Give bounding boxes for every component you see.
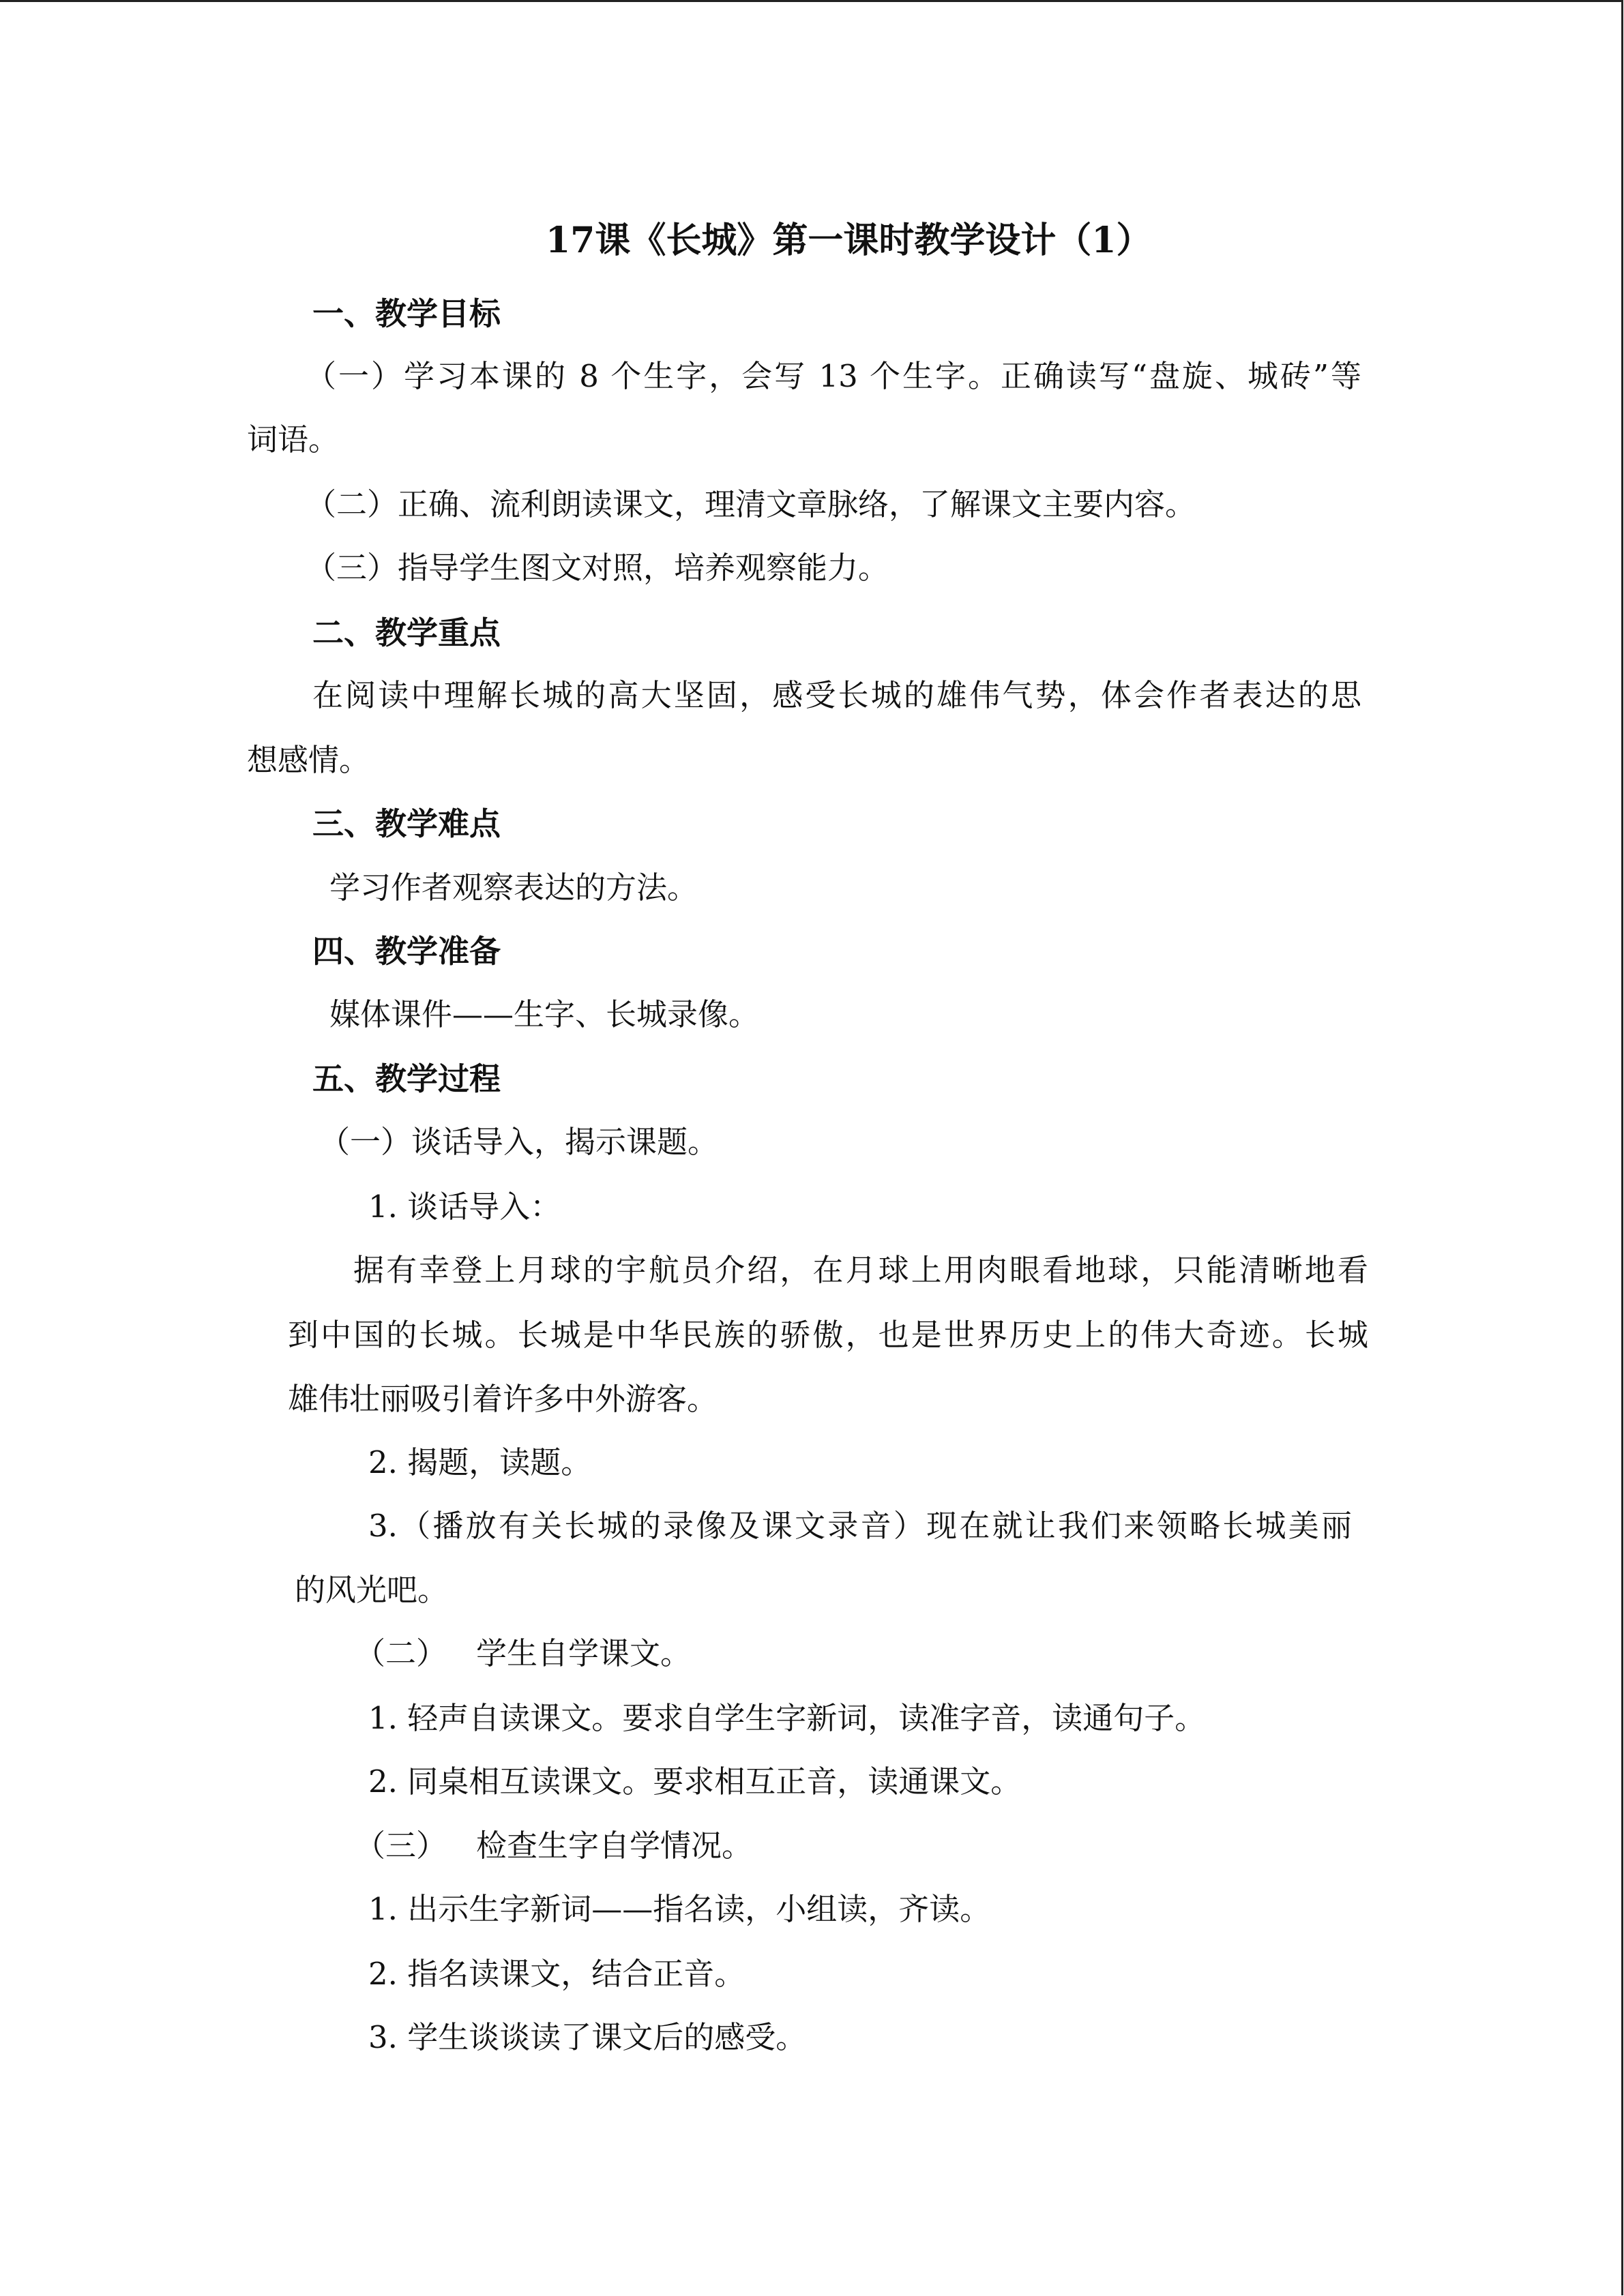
section-heading-objectives: 一、教学目标 — [312, 295, 501, 332]
section-heading-preparation: 四、教学准备 — [312, 933, 501, 970]
objective-1-line-1: （一）学习本课的 8 个生字，会写 13 个生字。正确读写“盘旋、城砖”等 — [306, 358, 1361, 394]
objective-3: （三）指导学生图文对照，培养观察能力。 — [306, 550, 889, 586]
process-part-3-title: 检查生字自学情况。 — [476, 1828, 753, 1864]
process-part-2-item-2: 2. 同桌相互读课文。要求相互正音，读通课文。 — [368, 1763, 1022, 1800]
intro-paragraph-line-1: 据有幸登上月球的宇航员介绍，在月球上用肉眼看地球，只能清晰地看 — [353, 1252, 1368, 1288]
intro-paragraph-line-3: 雄伟壮丽吸引着许多中外游客。 — [288, 1381, 718, 1417]
process-part-2-item-1: 1. 轻声自读课文。要求自学生字新词，读准字音，读通句子。 — [368, 1700, 1206, 1736]
process-part-3-item-2: 2. 指名读课文，结合正音。 — [368, 1956, 745, 1992]
objective-1-line-2: 词语。 — [247, 421, 340, 458]
preparation-text: 媒体课件——生字、长城录像。 — [329, 996, 760, 1032]
section-heading-process: 五、教学过程 — [312, 1060, 501, 1097]
key-points-line-2: 想感情。 — [247, 742, 370, 778]
process-part-1-title: （一）谈话导入，揭示课题。 — [319, 1124, 719, 1160]
section-heading-key-points: 二、教学重点 — [312, 614, 501, 651]
process-part-1-item-3-line-1: 3.（播放有关长城的录像及课文录音）现在就让我们来领略长城美丽 — [368, 1508, 1352, 1544]
process-part-1-item-3-line-2: 的风光吧。 — [295, 1572, 449, 1608]
intro-paragraph-line-2: 到中国的长城。长城是中华民族的骄傲，也是世界历史上的伟大奇迹。长城 — [288, 1317, 1368, 1353]
objective-2: （二）正确、流利朗读课文，理清文章脉络，了解课文主要内容。 — [306, 486, 1196, 522]
process-part-1-item-1: 1. 谈话导入： — [368, 1189, 561, 1225]
process-part-3-item-3: 3. 学生谈谈读了课文后的感受。 — [368, 2019, 807, 2055]
process-part-3-number: （三） — [355, 1828, 447, 1864]
process-part-1-item-2: 2. 揭题，读题。 — [368, 1444, 592, 1480]
key-points-line-1: 在阅读中理解长城的高大坚固，感受长城的雄伟气势，体会作者表达的思 — [312, 677, 1361, 713]
process-part-2-number: （二） — [355, 1635, 447, 1671]
section-heading-difficulties: 三、教学难点 — [312, 805, 501, 842]
process-part-2-title: 学生自学课文。 — [476, 1635, 692, 1671]
page-title: 17课《长城》第一课时教学设计（1） — [546, 220, 1152, 261]
process-part-3-item-1: 1. 出示生字新词——指名读，小组读，齐读。 — [368, 1891, 991, 1927]
difficulties-text: 学习作者观察表达的方法。 — [329, 869, 698, 906]
